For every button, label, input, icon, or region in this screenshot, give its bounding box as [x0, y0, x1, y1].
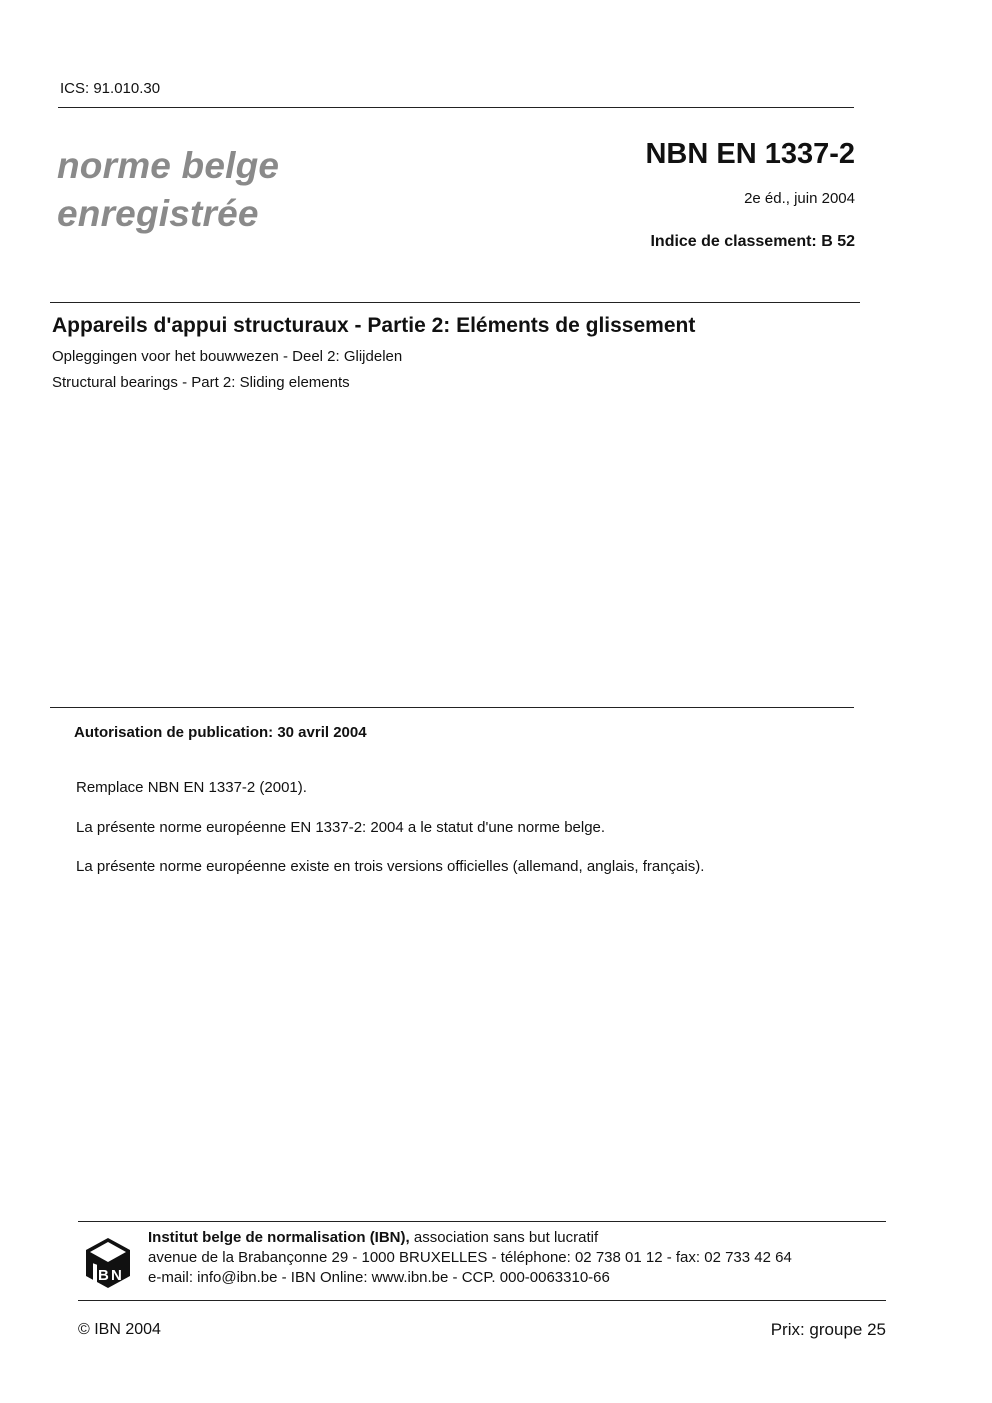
- title-dutch: Opleggingen voor het bouwwezen - Deel 2: Glijdelen: [52, 348, 403, 365]
- brand-line-1: norme belge: [57, 145, 280, 186]
- versions-note: La présente norme européenne existe en trois versions officielles (allemand, anglais, français).: [76, 858, 705, 875]
- ibn-logo-icon: [84, 1236, 132, 1290]
- svg-text:N: N: [111, 1267, 122, 1284]
- classification-index: Indice de classement: B 52: [650, 233, 855, 250]
- svg-text:B: B: [98, 1267, 109, 1284]
- institute-address: avenue de la Brabançonne 29 - 1000 BRUXELLES - téléphone: 02 738 01 12 - fax: 02 733 42 64: [148, 1249, 792, 1266]
- brand-title: [57, 142, 279, 238]
- header-rule: [58, 107, 854, 108]
- copyright: © IBN 2004: [78, 1321, 161, 1338]
- institute-block: [148, 1228, 792, 1288]
- ics-code: ICS: 91.010.30: [60, 80, 161, 97]
- institute-contact: e-mail: info@ibn.be - IBN Online: www.ibn.be - CCP. 000-0063310-66: [148, 1269, 610, 1286]
- publication-rule: [50, 707, 854, 708]
- title-french: Appareils d'appui structuraux - Partie 2: Eléments de glissement: [52, 314, 696, 337]
- price-group: Prix: groupe 25: [770, 1320, 886, 1339]
- footer-top-rule: [78, 1221, 886, 1222]
- standard-number: NBN EN 1337-2: [645, 138, 855, 170]
- title-english: Structural bearings - Part 2: Sliding elements: [52, 374, 350, 391]
- edition-date: 2e éd., juin 2004: [744, 190, 855, 207]
- title-rule: [50, 302, 860, 303]
- institute-description: association sans but lucratif: [413, 1229, 599, 1246]
- institute-name: Institut belge de normalisation (IBN),: [148, 1229, 410, 1246]
- brand-line-2: enregistrée: [57, 193, 259, 234]
- publication-authorisation: Autorisation de publication: 30 avril 2004: [74, 724, 367, 741]
- replaces-note: Remplace NBN EN 1337-2 (2001).: [76, 779, 307, 796]
- status-note: La présente norme européenne EN 1337-2: 2004 a le statut d'une norme belge.: [76, 819, 606, 836]
- footer-bottom-rule: [78, 1300, 886, 1301]
